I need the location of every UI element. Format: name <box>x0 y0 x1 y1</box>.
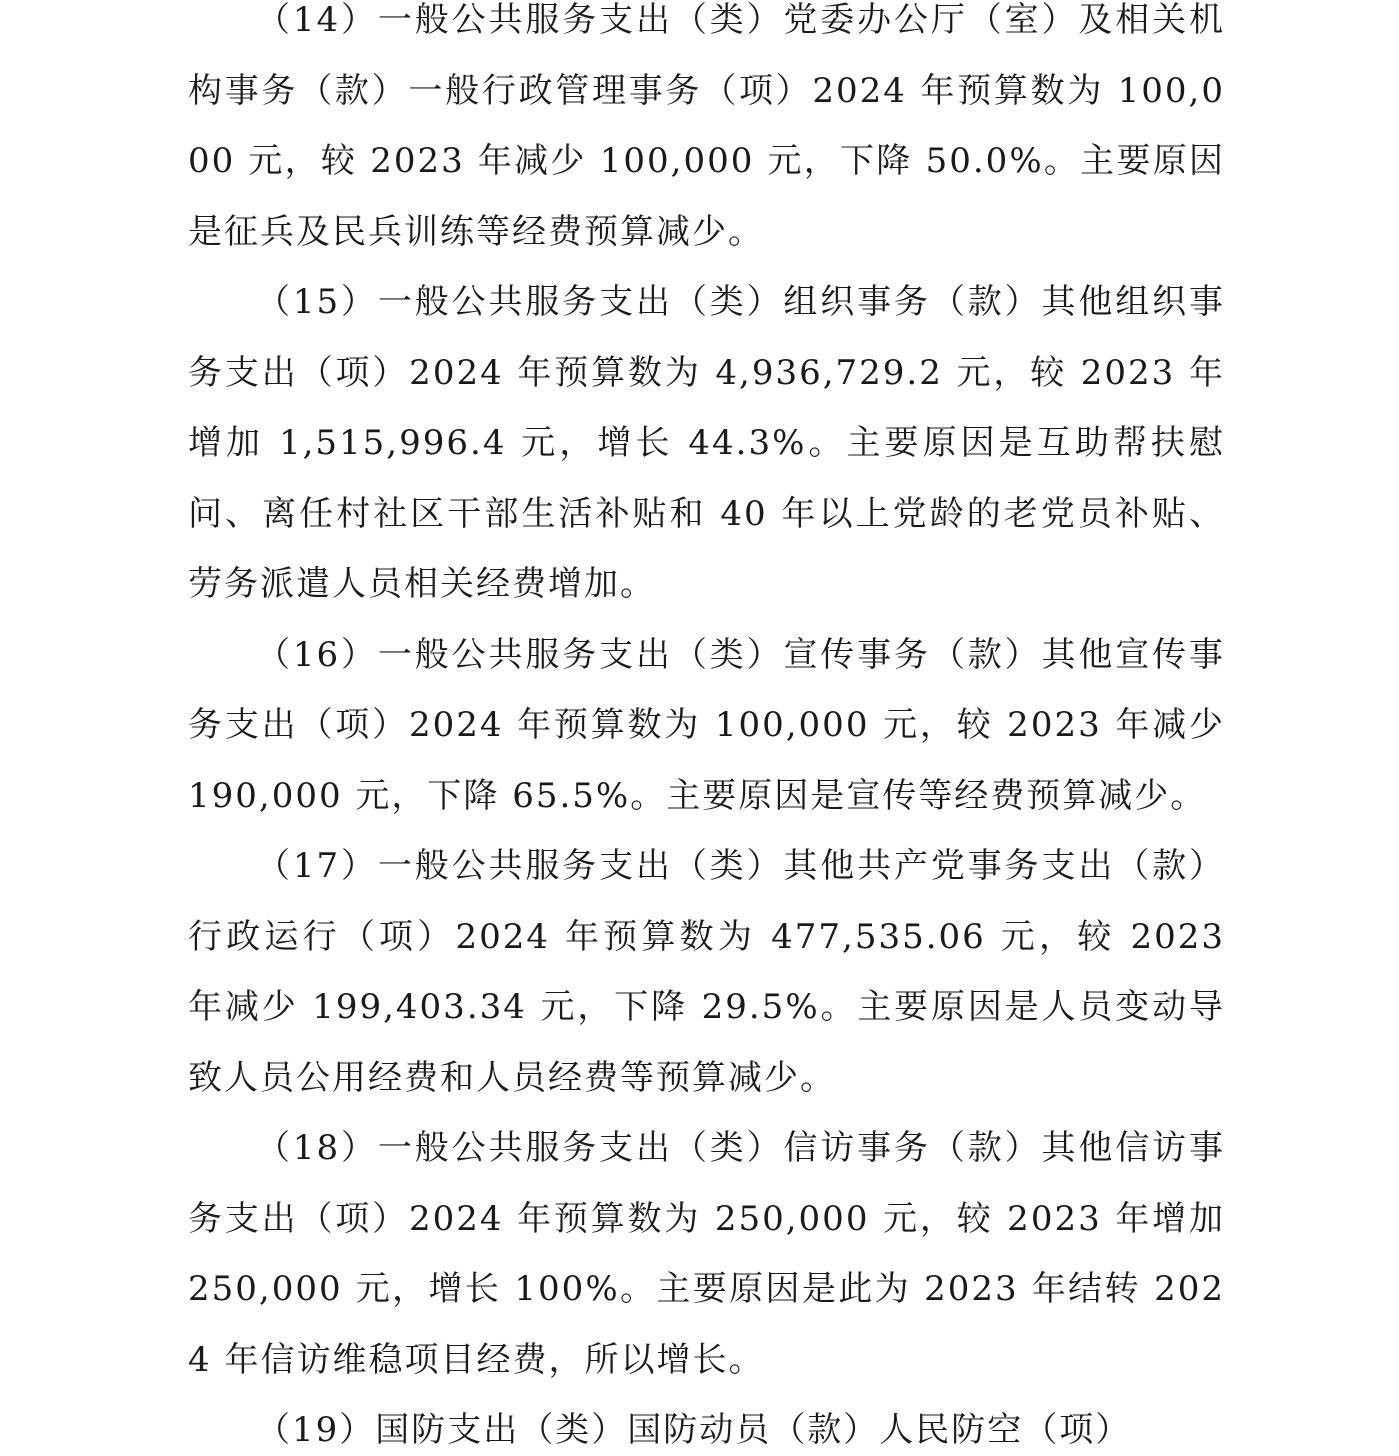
paragraph-15: （15）一般公共服务支出（类）组织事务（款）其他组织事务支出（项）2024 年预算数为 4,936,729.2 元，较 2023 年增加 1,515,996.4 元，增长 44.3%。主要原因是互助帮扶慰问、离任村社区干部生活补贴和 40 年以上党龄的老党员补贴、劳务派遣人员相关经费增加。 <box>188 282 1225 604</box>
document-body <box>188 0 1225 1456</box>
paragraph-17: （17）一般公共服务支出（类）其他共产党事务支出（款）行政运行（项）2024 年预算数为 477,535.06 元，较 2023 年减少 199,403.34 元，下降 29.5%。主要原因是人员变动导致人员公用经费和人员经费等预算减少。 <box>188 846 1225 1098</box>
paragraph-19: （19）国防支出（类）国防动员（款）人民防空（项） <box>256 1410 1132 1450</box>
paragraph-14: （14）一般公共服务支出（类）党委办公厅（室）及相关机构事务（款）一般行政管理事务（项）2024 年预算数为 100,000 元，较 2023 年减少 100,000 元，下降 50.0%。主要原因是征兵及民兵训练等经费预算减少。 <box>188 0 1225 252</box>
paragraph-18: （18）一般公共服务支出（类）信访事务（款）其他信访事务支出（项）2024 年预算数为 250,000 元，较 2023 年增加 250,000 元，增长 100%。主要原因是此为 2023 年结转 2024 年信访维稳项目经费，所以增长。 <box>188 1128 1225 1380</box>
paragraph-16: （16）一般公共服务支出（类）宣传事务（款）其他宣传事务支出（项）2024 年预算数为 100,000 元，较 2023 年减少 190,000 元，下降 65.5%。主要原因是宣传等经费预算减少。 <box>188 634 1225 816</box>
